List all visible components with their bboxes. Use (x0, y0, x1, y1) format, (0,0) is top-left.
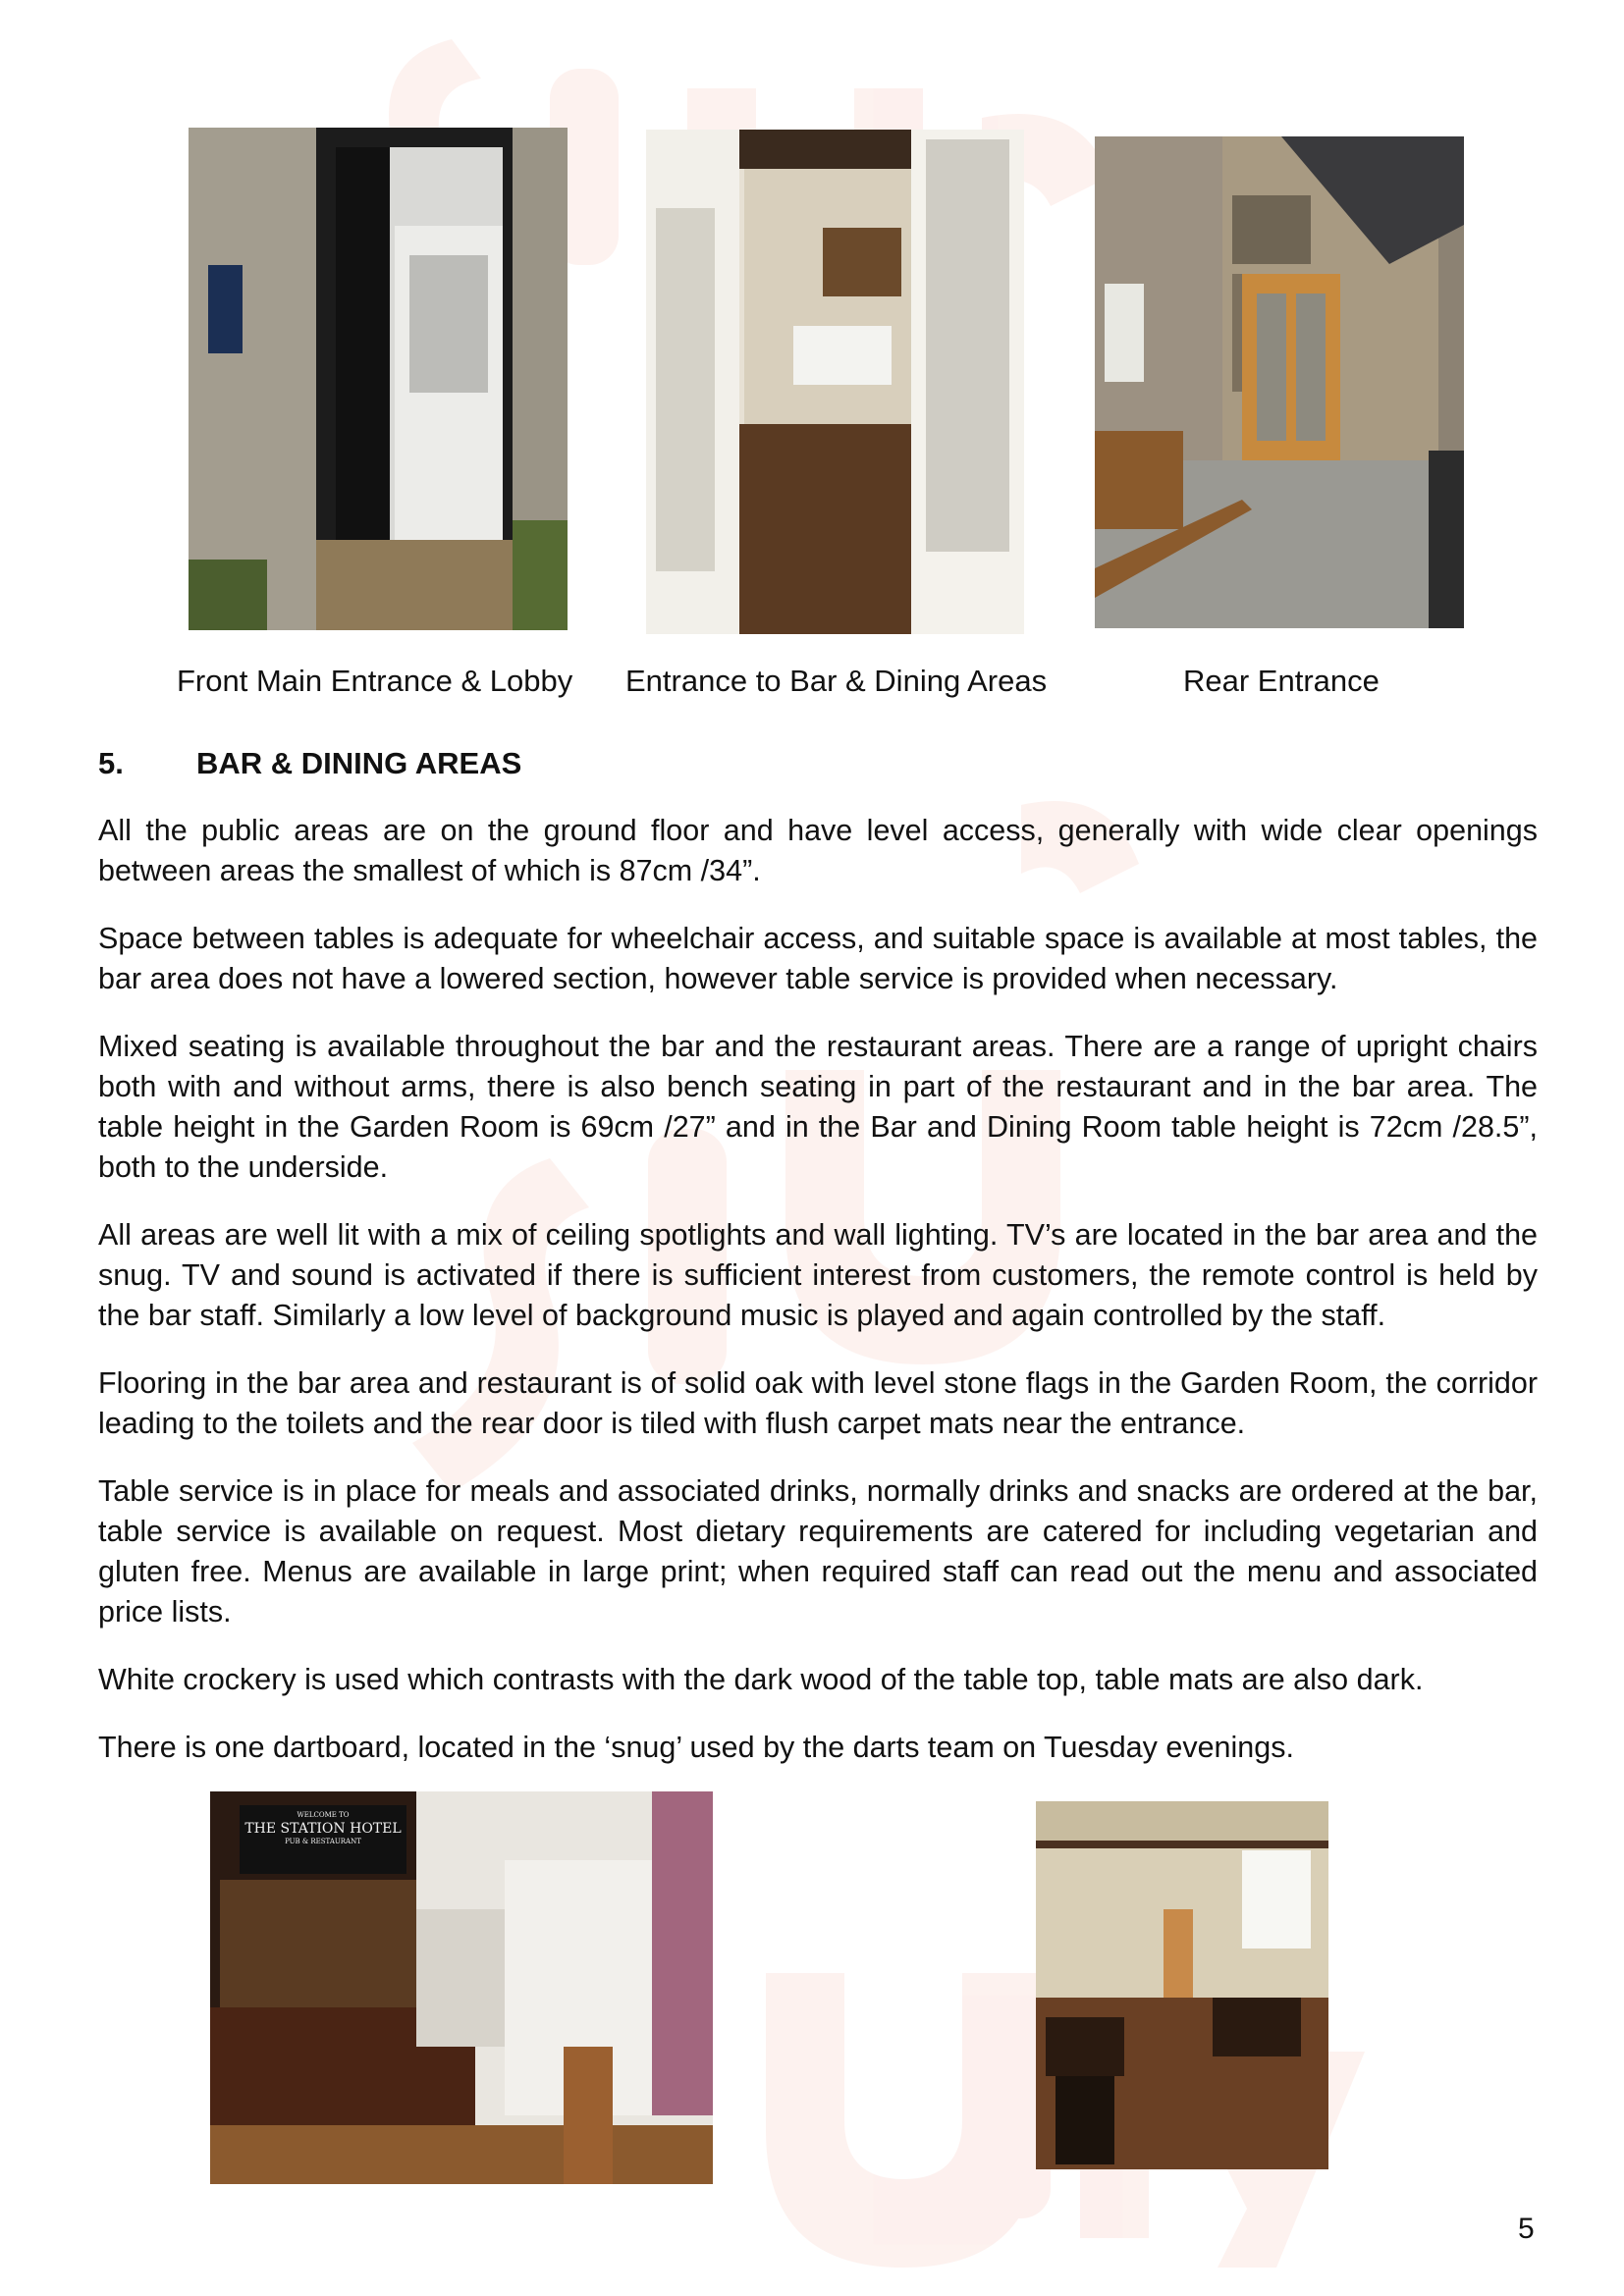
paragraph-lighting: All areas are well lit with a mix of ceiling spotlights and wall lighting. TV’s are located in the bar area and the snug. TV and sound is activated if there is sufficient interest from customers, the remote control is held by the bar staff. Similarly a low level of background music is played and again controlled by the staff. (98, 1218, 1538, 1332)
section-number: 5. (98, 746, 124, 780)
page-number: 5 (1518, 2213, 1535, 2245)
paragraph-table-service: Table service is in place for meals and associated drinks, normally drinks and snacks are ordered at the bar, table service is available on request. Most dietary requirements are catered for including vegetarian and gluten free. Menus are available in large print; when required staff can read out the menu and associated price lists. (98, 1474, 1538, 1629)
section-title: BAR & DINING AREAS (196, 746, 522, 780)
bar-dining-caption: Entrance to Bar & Dining Areas (625, 664, 1048, 698)
bar-sign-line1: WELCOME TO (297, 1811, 350, 1819)
paragraph-dartboard: There is one dartboard, located in the ‘snug’ used by the darts team on Tuesday evenings. (98, 1731, 1294, 1764)
bar-sign-line2: THE STATION HOTEL (244, 1821, 402, 1837)
paragraph-wheelchair: Space between tables is adequate for wheelchair access, and suitable space is available at most tables, the bar area does not have a lowered section, however table service is provided when necessary. (98, 922, 1538, 995)
front-entrance-caption: Front Main Entrance & Lobby (177, 664, 573, 698)
paragraph-crockery: White crockery is used which contrasts with the dark wood of the table top, table mats are also dark. (98, 1663, 1424, 1696)
bar-sign (240, 1811, 406, 1846)
bar-dining-entrance-photo (646, 130, 1024, 634)
paragraph-flooring: Flooring in the bar area and restaurant is of solid oak with level stone flags in the Garden Room, the corridor leading to the toilets and the rear door is tiled with flush carpet mats near the entrance. (98, 1366, 1538, 1440)
dining-room-photo (1036, 1801, 1328, 2169)
section-heading (98, 746, 521, 781)
paragraph-access: All the public areas are on the ground floor and have level access, generally with wide clear openings between areas the smallest of which is 87cm /34”. (98, 814, 1538, 887)
paragraph-seating: Mixed seating is available throughout the bar and the restaurant areas. There are a range of upright chairs both with and without arms, there is also bench seating in part of the restaurant and in the bar area. The table height in the Garden Room is 69cm /27” and in the Bar and Dining Room table height is 72cm /28.5”, both to the underside. (98, 1030, 1538, 1184)
bar-photo (210, 1791, 713, 2184)
front-entrance-photo (189, 128, 568, 630)
rear-entrance-photo (1095, 136, 1464, 628)
section-body (98, 811, 1538, 1795)
bar-sign-line3: PUB & RESTAURANT (285, 1838, 361, 1845)
rear-entrance-caption: Rear Entrance (1183, 664, 1380, 698)
